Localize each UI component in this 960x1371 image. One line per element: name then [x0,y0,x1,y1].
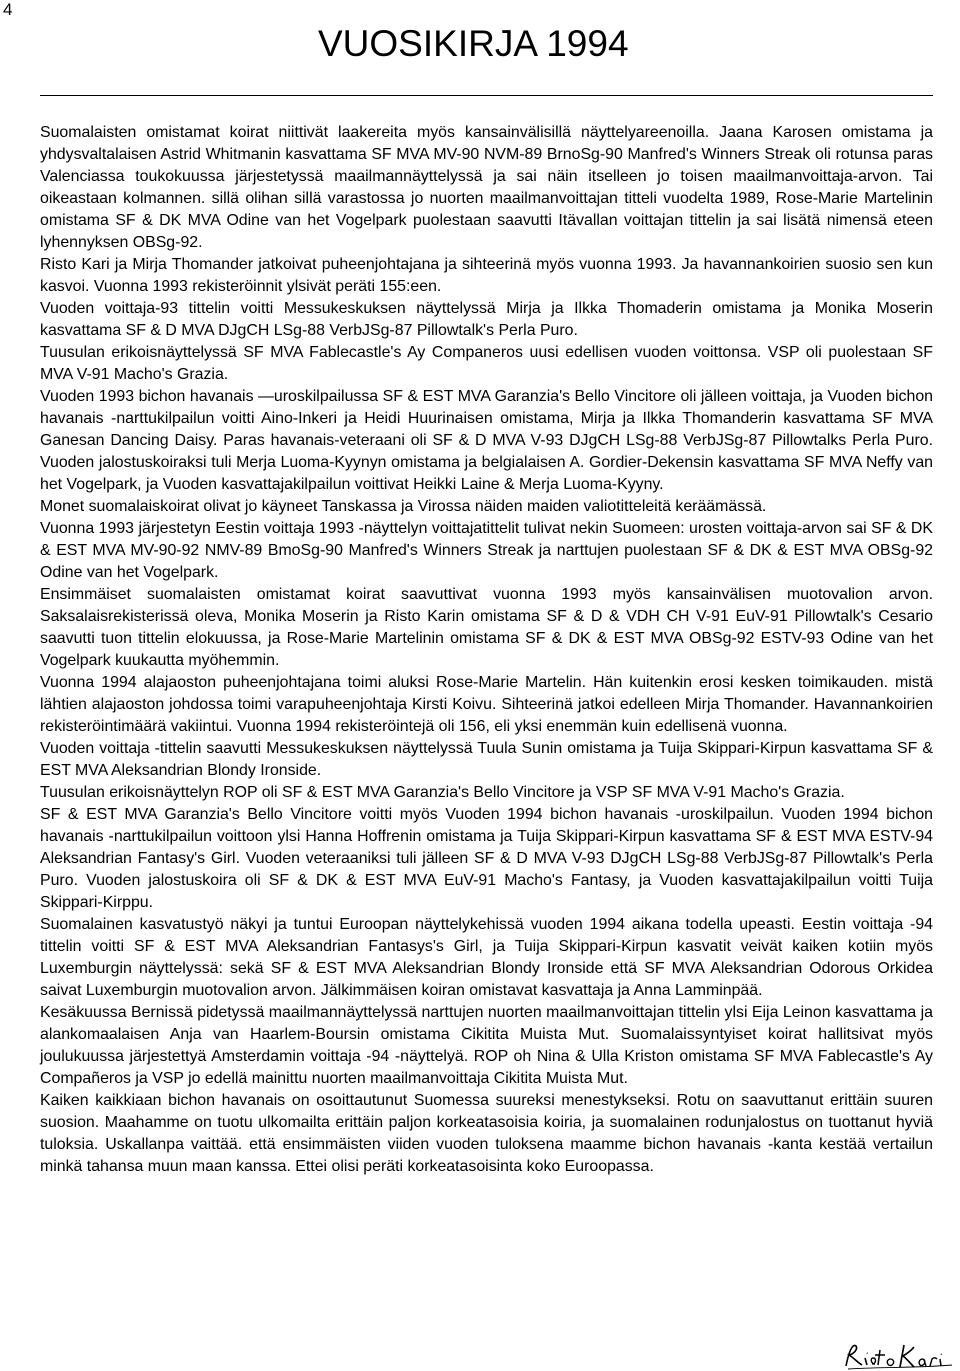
page-number: 4 [3,0,13,19]
paragraph: Vuoden 1993 bichon havanais —uroskilpailussa SF & EST MVA Garanzia's Bello Vincitore oli jälleen voittaja, ja Vuoden bichon havanais -narttukilpailun voitti Aino-Inkeri ja Heidi Huurinaisen omistama, Mirja ja Ilkka Thomanderin kasvattama SF MVA Ganesan Dancing Daisy. Paras havanais-veteraani oli SF & D MVA V-93 DJgCH LSg-88 VerbJSg-87 Pillowtalks Perla Puro. Vuoden jalostuskoiraksi tuli Merja Luoma-Kyynyn omistama ja belgialaisen A. Gordier-Dekensin kasvattama SF MVA Neffy van het Vogelpark, ja Vuoden kasvattajakilpailun voittivat Heikki Laine & Merja Luoma-Kyyny. [40,388,933,493]
signature-logo [840,1340,960,1371]
paragraph: Vuoden voittaja -tittelin saavutti Messukeskuksen näyttelyssä Tuula Sunin omistama ja Tuija Skippari-Kirpun kasvattama SF & EST MVA Aleksandrian Blondy Ironside. [40,740,933,779]
page-title: VUOSIKIRJA 1994 [318,23,629,64]
paragraph: Suomalainen kasvatustyö näkyi ja tuntui Euroopan näyttelykehissä vuoden 1994 aikana todella upeasti. Eestin voittaja -94 tittelin voitti SF & EST MVA Aleksandrian Fantasys's Girl, ja Tuija Skippari-Kirpun kasvatit veivät kaiken kotiin myös Luxemburgin näyttelyssä: sekä SF & EST MVA Aleksandrian Blondy Ironside että SF MVA Aleksandrian Odorous Orkidea saivat Luxemburgin muotovalion arvon. Jälkimmäisen koiran omistavat kasvattaja ja Anna Lamminpää. [40,916,933,999]
title-divider [40,95,933,96]
article-body [40,122,933,1178]
paragraph: Kesäkuussa Bernissä pidetyssä maailmannäyttelyssä narttujen nuorten maailmanvoittajan tittelin ylsi Eija Leinon kasvattama ja alankomaalaisen Anja van Haarlem-Boursin omistama Cikitita Muista Mut. Suomalaissyntyiset koirat hallitsivat myös joulukuussa järjestettyä Amsterdamin voittaja -94 -näyttelyä. ROP oh Nina & Ulla Kriston omistama SF MVA Fablecastle's Ay Compañeros ja VSP jo edellä mainittu nuorten maailmanvoittaja Cikitita Muista Mut. [40,1004,933,1087]
paragraph: SF & EST MVA Garanzia's Bello Vincitore voitti myös Vuoden 1994 bichon havanais -uroskilpailun. Vuoden 1994 bichon havanais -narttukilpailun voittoon ylsi Hanna Hoffrenin omistama ja Tuija Skippari-Kirpun kasvattama SF & EST MVA ESTV-94 Aleksandrian Fantasy's Girl. Vuoden veteraaniksi tuli jälleen SF & D MVA V-93 DJgCH LSg-88 VerbJSg-87 Pillowtalk's Perla Puro. Vuoden jalostuskoira oli SF & DK & EST MVA EuV-91 Macho's Fantasy, ja Vuoden kasvattajakilpailun voitti Tuija Skippari-Kirppu. [40,806,933,911]
paragraph: Monet suomalaiskoirat olivat jo käyneet Tanskassa ja Virossa näiden maiden valiotitteleitä keräämässä. [40,498,767,515]
paragraph: Vuonna 1993 järjestetyn Eestin voittaja 1993 -näyttelyn voittajatittelit tulivat nekin Suomeen: urosten voittaja-arvon sai SF & DK & EST MVA MV-90-92 NMV-89 BmoSg-90 Manfred's Winners Streak ja narttujen puolestaan SF & DK & EST MVA OBSg-92 Odine van het Vogelpark. [40,520,933,581]
paragraph: Risto Kari ja Mirja Thomander jatkoivat puheenjohtajana ja sihteerinä myös vuonna 1993. Ja havannankoirien suosio sen kun kasvoi. Vuonna 1993 rekisteröinnit ylsivät peräti 155:een. [40,256,933,295]
paragraph: Vuoden voittaja-93 tittelin voitti Messukeskuksen näyttelyssä Mirja ja Ilkka Thomaderin omistama ja Monika Moserin kasvattama SF & D MVA DJgCH LSg-88 VerbJSg-87 Pillowtalk's Perla Puro. [40,300,933,339]
paragraph: Suomalaisten omistamat koirat niittivät laakereita myös kansainvälisillä näyttelyareenoilla. Jaana Karosen omistama ja yhdysvaltalaisen Astrid Whitmanin kasvattama SF MVA MV-90 NVM-89 BrnoSg-90 Manfred's Winners Streak oli rotunsa paras Valenciassa toukokuussa järjestetyssä maailmannäyttelyssä ja sai näin itselleen jo toisen maailmanvoittaja-arvon. Tai oikeastaan kolmannen. sillä olihan sillä varastossa jo nuorten maailmanvoittajan titteli vuodelta 1989, Rose-Marie Martelinin omistama SF & DK MVA Odine van het Vogelpark puolestaan saavutti Itävallan voittajan tittelin ja sai lisätä nimensä eteen lyhennyksen OBSg-92. [40,124,933,251]
paragraph: Vuonna 1994 alajaoston puheenjohtajana toimi aluksi Rose-Marie Martelin. Hän kuitenkin erosi kesken toimikauden. mistä lähtien alajaoston johdossa toimi varapuheenjohtaja Kirsti Koivu. Sihteerinä jatkoi edelleen Mirja Thomander. Havannankoirien rekisteröintimäärä vakiintui. Vuonna 1994 rekisteröintejä oli 156, eli yksi enemmän kuin edellisenä vuonna. [40,674,933,735]
paragraph: Tuusulan erikoisnäyttelyssä SF MVA Fablecastle's Ay Companeros uusi edellisen vuoden voittonsa. VSP oli puolestaan SF MVA V-91 Macho's Grazia. [40,344,933,383]
paragraph: Kaiken kaikkiaan bichon havanais on osoittautunut Suomessa suureksi menestykseksi. Rotu on saavuttanut erittäin suuren suosion. Maahamme on tuotu ulkomailta erittäin paljon korkeatasoisia koiria, ja suomalainen rodunjalostus on tuottanut hyviä tuloksia. Uskallanpa vaittää. että ensimmäisten viiden vuoden tuloksena maamme bichon havanais -kanta kestää vertailun minkä tahansa muun maan kanssa. Ettei olisi peräti korkeatasoisinta koko Euroopassa. [40,1092,933,1175]
paragraph: Tuusulan erikoisnäyttelyn ROP oli SF & EST MVA Garanzia's Bello Vincitore ja VSP SF MVA V-91 Macho's Grazia. [40,784,845,801]
paragraph: Ensimmäiset suomalaisten omistamat koirat saavuttivat vuonna 1993 myös kansainvälisen muotovalion arvon. Saksalaisrekisterissä oleva, Monika Moserin ja Risto Karin omistama SF & D & VDH CH V-91 EuV-91 Pillowtalk's Cesario saavutti tuon tittelin elokuussa, ja Rose-Marie Martelinin omistama SF & DK & EST MVA OBSg-92 ESTV-93 Odine van het Vogelpark kuukautta myöhemmin. [40,586,933,669]
